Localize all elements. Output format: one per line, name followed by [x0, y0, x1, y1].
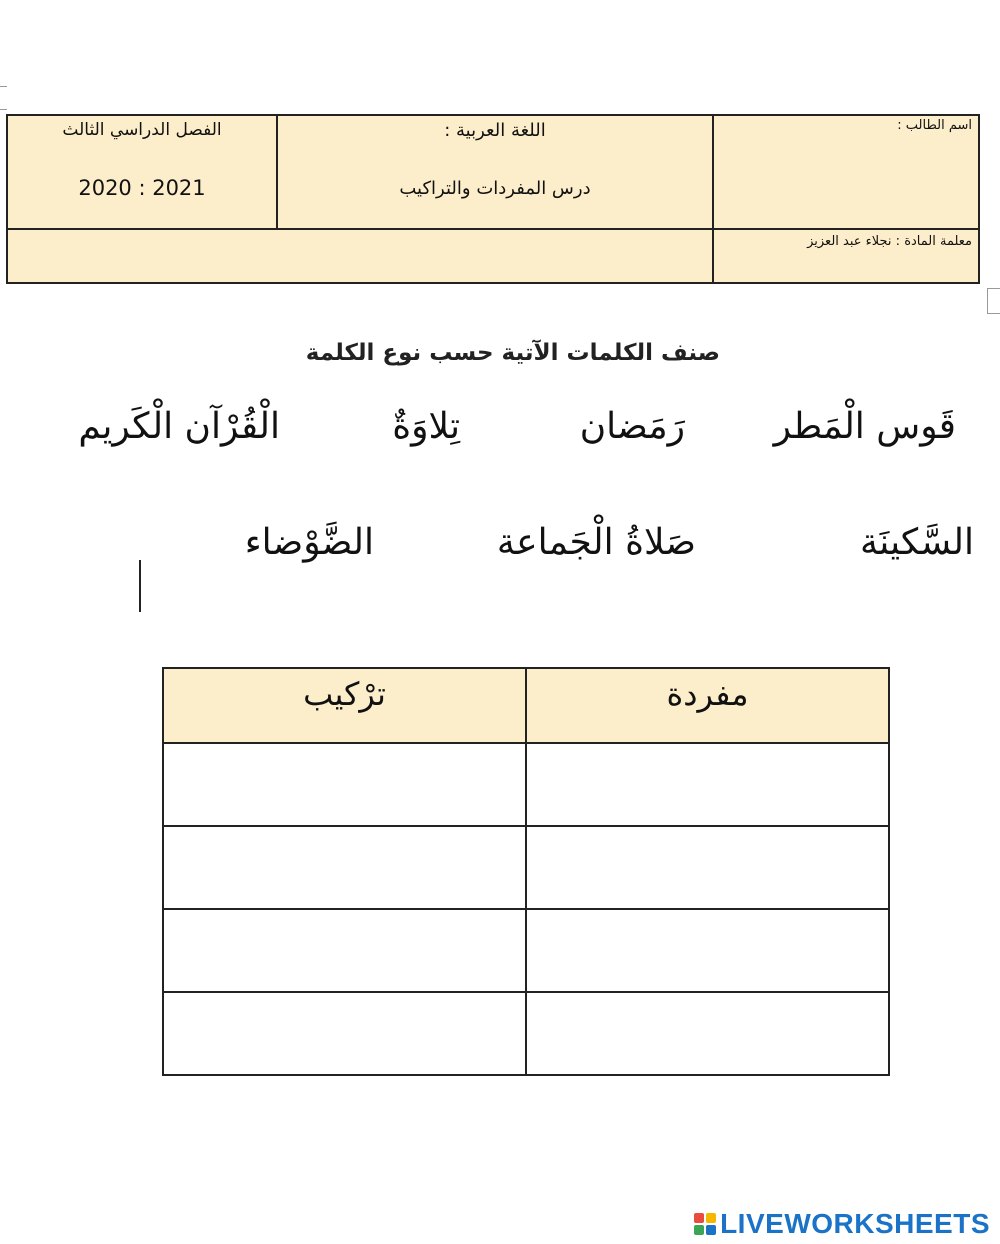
- logo-grid-icon: [694, 1213, 716, 1235]
- instruction-text: صنف الكلمات الآتية حسب نوع الكلمة: [305, 340, 720, 366]
- text-cursor: [139, 560, 141, 612]
- drop-cell-singular[interactable]: [526, 826, 889, 909]
- drop-cell-compound[interactable]: [163, 743, 526, 826]
- school-year: 2020 : 2021: [78, 176, 206, 200]
- lesson-title: درس المفردات والتراكيب: [399, 178, 591, 199]
- table-header-row: [163, 668, 889, 743]
- table-row: [163, 992, 889, 1075]
- student-name-label: اسم الطالب :: [897, 118, 972, 133]
- column-header-singular: مفردة: [526, 668, 889, 743]
- drop-cell-singular[interactable]: [526, 743, 889, 826]
- classification-table: [162, 667, 890, 1076]
- liveworksheets-logo: [694, 1207, 990, 1241]
- subject-label: اللغة العربية :: [444, 120, 546, 141]
- word-item[interactable]: الضَّوْضاء: [244, 522, 374, 563]
- header-box: [6, 114, 980, 284]
- semester-label: الفصل الدراسي الثالث: [62, 120, 222, 140]
- teacher-label: معلمة المادة : نجلاء عبد العزيز: [807, 234, 972, 249]
- word-item[interactable]: الْقُرْآن الْكَريم: [78, 406, 280, 447]
- drop-cell-compound[interactable]: [163, 992, 526, 1075]
- header-divider: [8, 228, 978, 230]
- drop-cell-compound[interactable]: [163, 909, 526, 992]
- drop-cell-singular[interactable]: [526, 992, 889, 1075]
- word-item[interactable]: السَّكينَة: [860, 522, 974, 563]
- header-divider: [712, 116, 714, 282]
- logo-text: LIVEWORKSHEETS: [720, 1208, 990, 1239]
- word-item[interactable]: تِلاوَةٌ: [392, 406, 460, 447]
- table-row: [163, 909, 889, 992]
- word-item[interactable]: صَلاةُ الْجَماعة: [496, 522, 696, 563]
- page-corner-marker: [0, 86, 7, 110]
- drop-cell-compound[interactable]: [163, 826, 526, 909]
- drop-cell-singular[interactable]: [526, 909, 889, 992]
- table-row: [163, 826, 889, 909]
- word-item[interactable]: قَوس الْمَطر: [773, 406, 956, 447]
- word-item[interactable]: رَمَضان: [579, 406, 685, 447]
- page-corner-marker: [987, 288, 1000, 314]
- column-header-compound: ترْكيب: [163, 668, 526, 743]
- table-row: [163, 743, 889, 826]
